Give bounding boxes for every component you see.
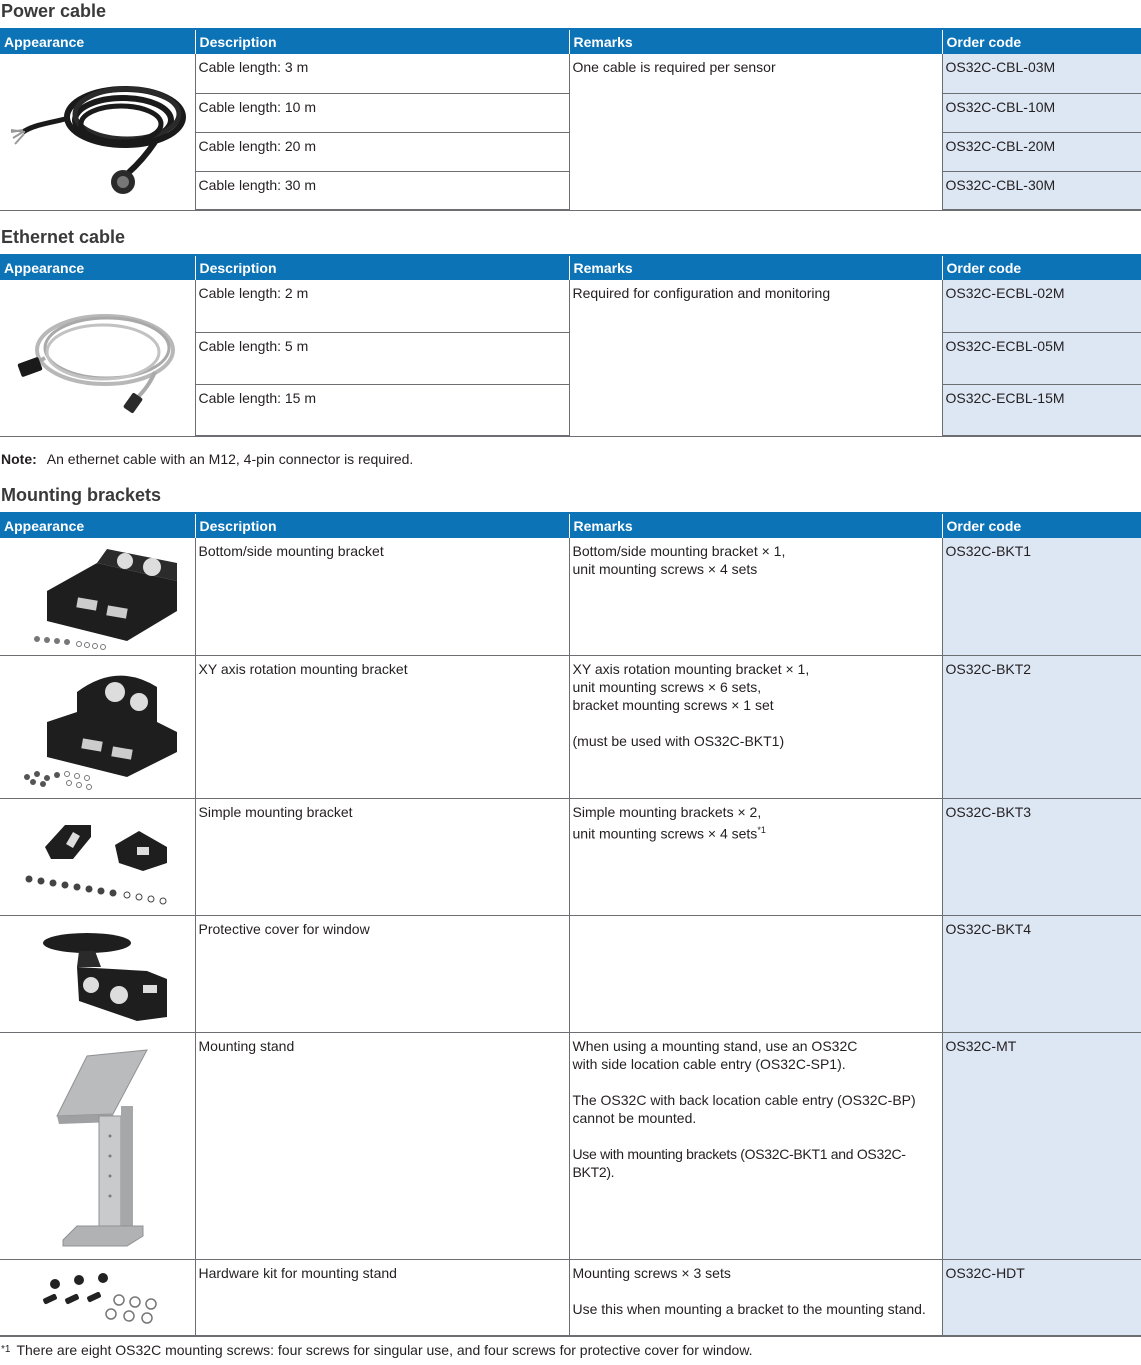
order-code-cell: OS32C-BKT3	[942, 798, 1141, 915]
mounting-stand-image	[0, 1032, 195, 1259]
header-remarks: Remarks	[569, 29, 942, 54]
table-row	[0, 538, 1141, 655]
power-cable-image	[0, 54, 195, 210]
note	[1, 450, 413, 468]
order-code-cell: OS32C-BKT2	[942, 655, 1141, 798]
remarks-line: Use this when mounting a bracket to the mounting stand.	[572, 1300, 926, 1317]
hardware-kit-icon	[7, 1262, 187, 1332]
order-code-cell: OS32C-BKT4	[942, 915, 1141, 1032]
table-header-row	[0, 513, 1141, 538]
mounting-brackets-table	[0, 512, 1141, 1337]
remarks-cell: One cable is required per sensor	[569, 54, 942, 210]
description-cell: Cable length: 10 m	[195, 93, 569, 132]
description-cell: Cable length: 3 m	[195, 54, 569, 93]
description-cell: Hardware kit for mounting stand	[195, 1259, 569, 1336]
header-remarks: Remarks	[569, 255, 942, 280]
ethernet-cable-table	[0, 254, 1141, 437]
footnote-mark: *1	[1, 1344, 11, 1355]
remarks-line: unit mounting screws × 6 sets,	[572, 678, 762, 695]
section-title-mounting-brackets: Mounting brackets	[1, 485, 162, 505]
remarks-line: Simple mounting brackets × 2,	[572, 803, 762, 820]
remarks-line: Bottom/side mounting bracket × 1,	[572, 543, 786, 559]
remarks-cell	[569, 1032, 942, 1259]
remarks-line: (must be used with OS32C-BKT1)	[572, 732, 785, 749]
description-cell: Protective cover for window	[195, 915, 569, 1032]
table-row	[0, 798, 1141, 915]
remarks-cell	[569, 655, 942, 798]
header-appearance: Appearance	[0, 255, 195, 280]
note-label: Note:	[1, 451, 37, 467]
header-description: Description	[195, 255, 569, 280]
section-title-power-cable: Power cable	[1, 1, 107, 21]
ethernet-cable-image	[0, 280, 195, 436]
remarks-line: unit mounting screws × 4 sets	[572, 561, 758, 577]
order-code-cell: OS32C-MT	[942, 1032, 1141, 1259]
order-code-cell: OS32C-ECBL-02M	[942, 280, 1141, 332]
remarks-line: The OS32C with back location cable entry (OS32C-BP)	[572, 1091, 916, 1108]
header-order-code: Order code	[942, 513, 1141, 538]
remarks-cell	[569, 915, 942, 1032]
description-cell: Mounting stand	[195, 1032, 569, 1259]
protective-cover-image	[0, 915, 195, 1032]
order-code-cell: OS32C-CBL-30M	[942, 171, 1141, 210]
header-description: Description	[195, 513, 569, 538]
remarks-cell	[569, 798, 942, 915]
mounting-stand-icon	[7, 1036, 187, 1256]
header-order-code: Order code	[942, 255, 1141, 280]
xy-rotation-bracket-image	[0, 655, 195, 798]
remarks-cell	[569, 538, 942, 655]
footnote-text: There are eight OS32C mounting screws: four screws for singular use, and four screws for protective cover for window.	[16, 1342, 753, 1358]
description-cell: Simple mounting bracket	[195, 798, 569, 915]
order-code-cell: OS32C-ECBL-15M	[942, 384, 1141, 436]
header-appearance: Appearance	[0, 513, 195, 538]
ethernet-cable-icon	[5, 288, 190, 428]
protective-cover-icon	[7, 921, 187, 1026]
order-code-cell: OS32C-HDT	[942, 1259, 1141, 1336]
bottom-side-bracket-image	[0, 538, 195, 655]
hardware-kit-image	[0, 1259, 195, 1336]
table-row	[0, 54, 1141, 93]
description-cell: Cable length: 20 m	[195, 132, 569, 171]
order-code-cell: OS32C-BKT1	[942, 538, 1141, 655]
bracket-icon	[7, 662, 187, 792]
table-row	[0, 1032, 1141, 1259]
header-description: Description	[195, 29, 569, 54]
simple-bracket-image	[0, 798, 195, 915]
remarks-cell: Required for configuration and monitoring	[569, 280, 942, 436]
remarks-text: unit mounting screws × 4 sets	[572, 825, 758, 842]
order-code-cell: OS32C-ECBL-05M	[942, 332, 1141, 384]
note-text: An ethernet cable with an M12, 4-pin connector is required.	[46, 451, 414, 467]
order-code-cell: OS32C-CBL-10M	[942, 93, 1141, 132]
remarks-line: bracket mounting screws × 1 set	[572, 696, 774, 713]
remarks-line: Mounting screws × 3 sets	[572, 1264, 731, 1281]
description-cell: XY axis rotation mounting bracket	[195, 655, 569, 798]
table-row	[0, 1259, 1141, 1336]
power-cable-table	[0, 28, 1141, 211]
description-cell: Cable length: 30 m	[195, 171, 569, 210]
header-order-code: Order code	[942, 29, 1141, 54]
bracket-icon	[7, 541, 187, 651]
description-cell: Cable length: 5 m	[195, 332, 569, 384]
remarks-line: Use with mounting brackets (OS32C-BKT1 and OS32C-BKT2).	[572, 1145, 906, 1180]
description-cell: Cable length: 15 m	[195, 384, 569, 436]
remarks-line: cannot be mounted.	[572, 1109, 697, 1126]
table-row	[0, 655, 1141, 798]
footnote	[1, 1341, 753, 1359]
remarks-line: XY axis rotation mounting bracket × 1,	[572, 660, 810, 677]
table-row	[0, 915, 1141, 1032]
table-header-row	[0, 29, 1141, 54]
description-cell: Bottom/side mounting bracket	[195, 538, 569, 655]
bracket-icon	[7, 807, 187, 907]
footnote-ref: *1	[757, 824, 766, 835]
table-row	[0, 280, 1141, 332]
table-header-row	[0, 255, 1141, 280]
description-cell: Cable length: 2 m	[195, 280, 569, 332]
section-title-ethernet-cable: Ethernet cable	[1, 227, 126, 247]
header-appearance: Appearance	[0, 29, 195, 54]
order-code-cell: OS32C-CBL-03M	[942, 54, 1141, 93]
remarks-line	[573, 821, 939, 843]
remarks-line: with side location cable entry (OS32C-SP1).	[572, 1055, 846, 1072]
header-remarks: Remarks	[569, 513, 942, 538]
order-code-cell: OS32C-CBL-20M	[942, 132, 1141, 171]
power-cable-icon	[5, 62, 190, 202]
remarks-line: When using a mounting stand, use an OS32C	[572, 1037, 858, 1054]
remarks-cell	[569, 1259, 942, 1336]
